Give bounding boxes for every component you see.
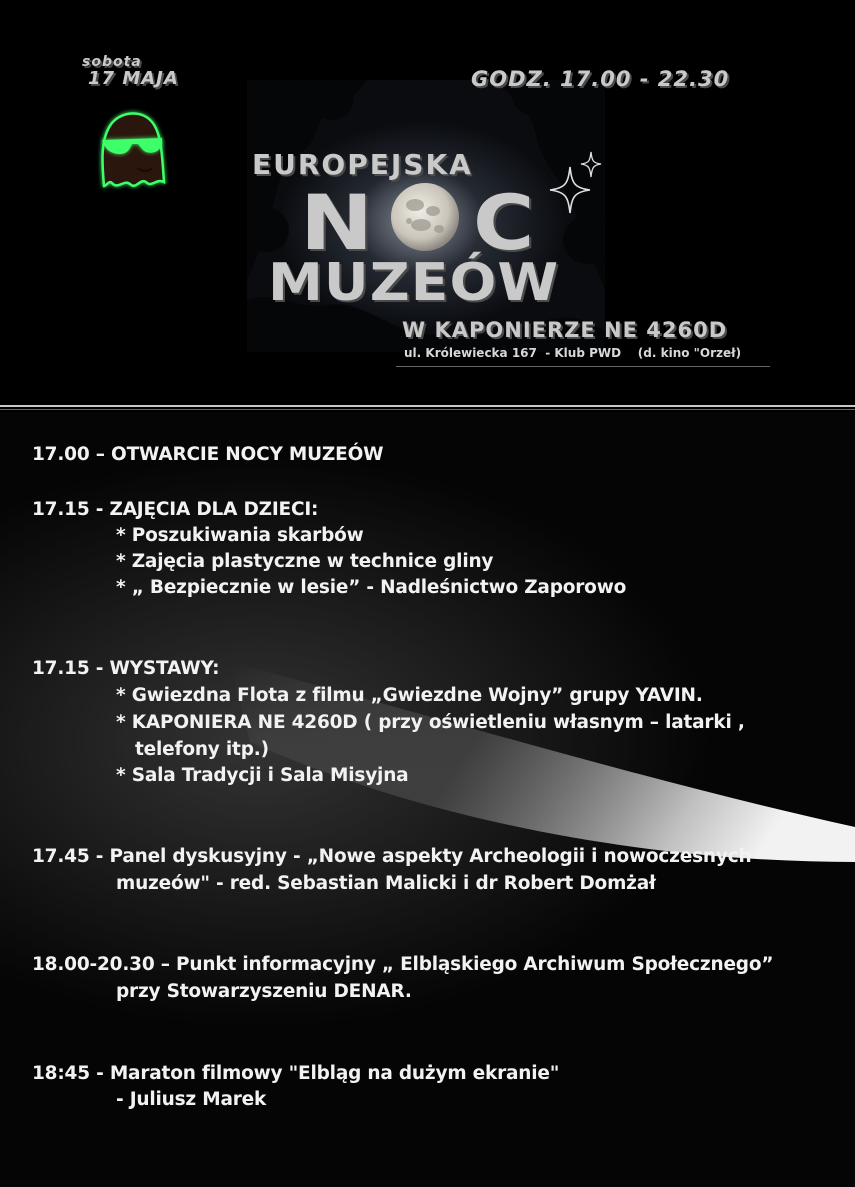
divider-line (0, 405, 855, 407)
program-line: * KAPONIERA NE 4260D ( przy oświetleniu własnym – latarki , (116, 712, 745, 733)
title-letter-c: C (473, 178, 535, 267)
program-line: 17.15 - WYSTAWY: (32, 658, 220, 679)
program-line: * Gwiezdna Flota z filmu „Gwiezdne Wojny” grupy YAVIN. (116, 685, 703, 706)
moon-image (389, 181, 461, 253)
ghost-sunglasses-icon (92, 108, 172, 194)
program-line: * „ Bezpiecznie w lesie” - Nadleśnictwo Zaporowo (116, 577, 627, 598)
program-line: - Juliusz Marek (116, 1089, 267, 1110)
program-line: 17.15 - ZAJĘCIA DLA DZIECI: (32, 499, 319, 520)
title-line-muzeow: MUZEÓW (268, 253, 560, 313)
event-hours: GODZ. 17.00 - 22.30 (471, 67, 730, 91)
program-line: 18:45 - Maraton filmowy "Elbląg na dużym ekranie" (32, 1063, 560, 1084)
sparkle-small-icon (579, 150, 603, 180)
divider-line-shadow (0, 409, 855, 410)
title-line-europejska: EUROPEJSKA (252, 148, 473, 181)
date-day: sobota (82, 54, 142, 70)
title-letter-n: N (300, 178, 374, 267)
program-line: * Poszukiwania skarbów (116, 525, 364, 546)
program-line: 18.00-20.30 – Punkt informacyjny „ Elbląskiego Archiwum Społecznego” (32, 954, 774, 975)
event-place: W KAPONIERZE NE 4260D (402, 318, 728, 342)
program-line: telefony itp.) (135, 739, 269, 760)
program-line: 17.00 – OTWARCIE NOCY MUZEÓW (32, 444, 384, 465)
program-line: przy Stowarzyszeniu DENAR. (116, 981, 412, 1002)
address-underline (396, 366, 770, 367)
program-line: muzeów" - red. Sebastian Malicki i dr Robert Domżał (116, 873, 656, 894)
program-line: 17.45 - Panel dyskusyjny - „Nowe aspekty Archeologii i nowoczesnych (32, 846, 752, 867)
date-main: 17 MAJA (88, 68, 179, 89)
program-line: * Sala Tradycji i Sala Misyjna (116, 765, 409, 786)
event-address: ul. Królewiecka 167 - Klub PWD (d. kino "Orzeł) (404, 346, 742, 360)
program-line: * Zajęcia plastyczne w technice gliny (116, 551, 494, 572)
